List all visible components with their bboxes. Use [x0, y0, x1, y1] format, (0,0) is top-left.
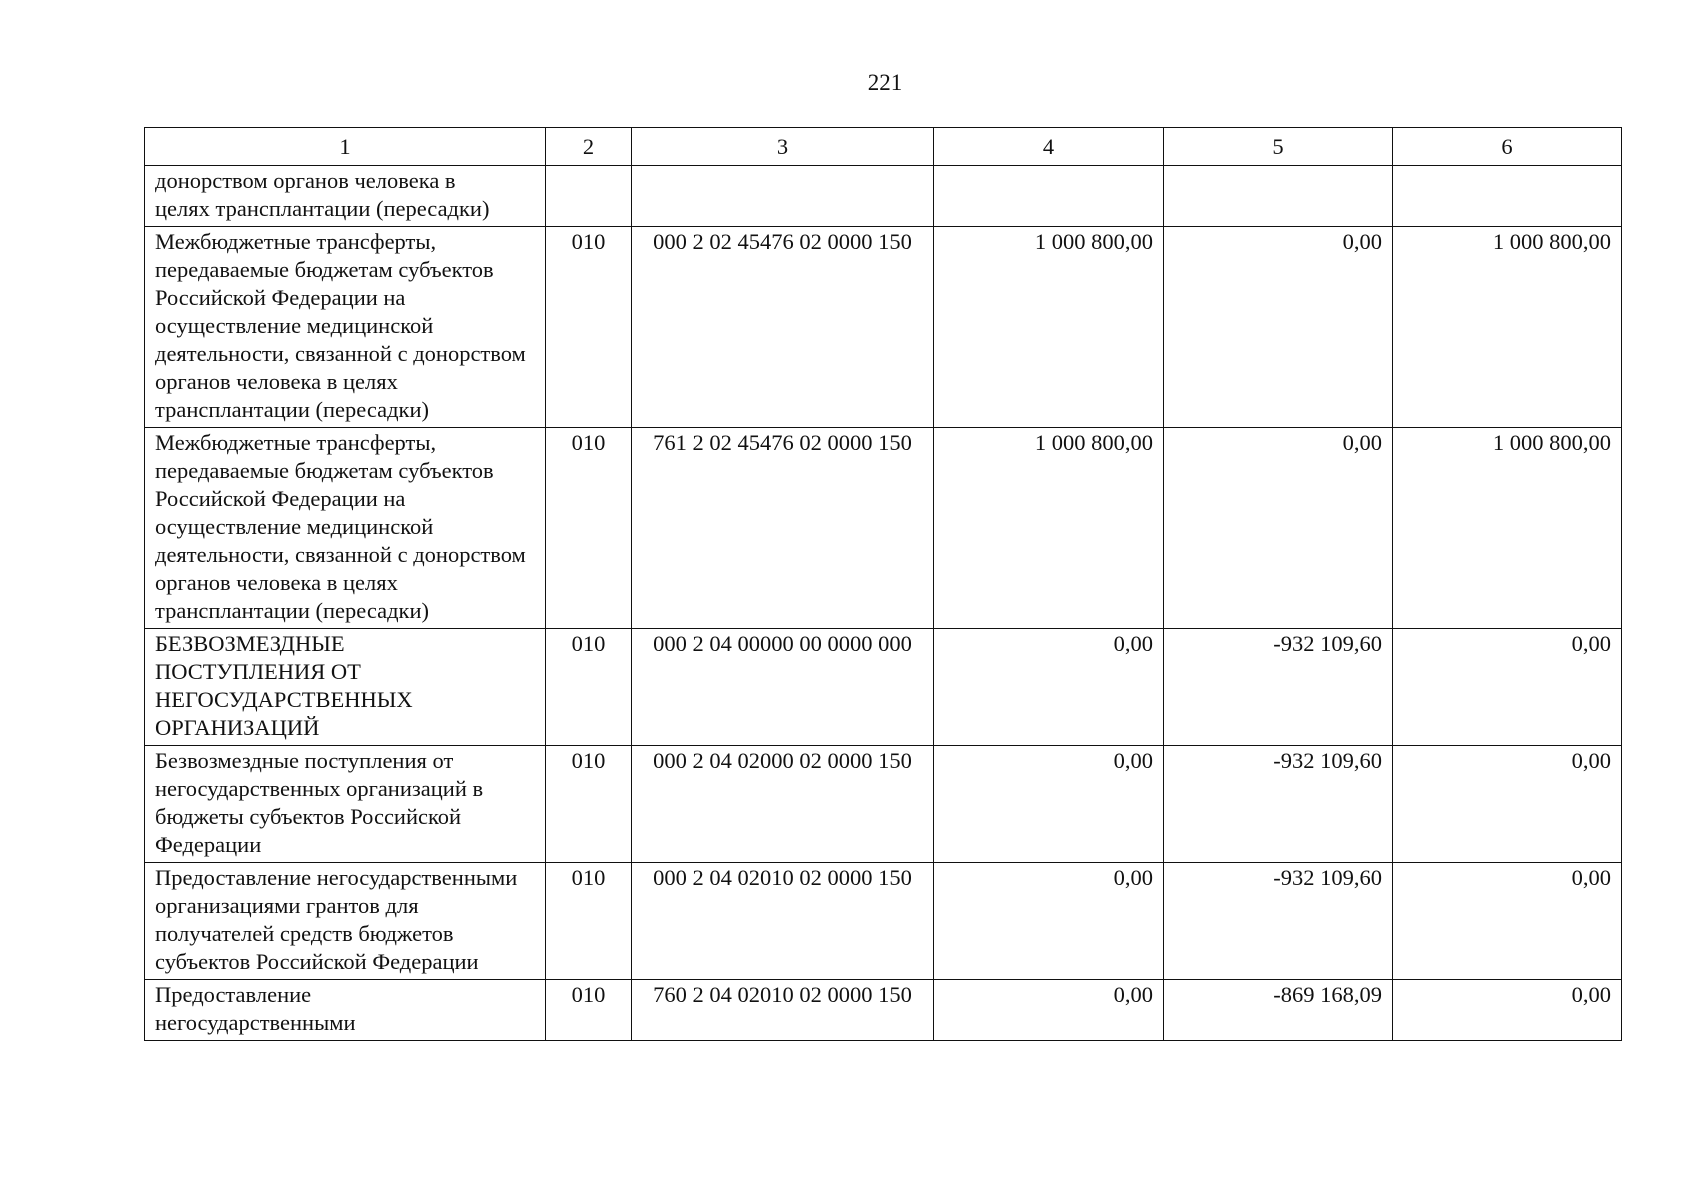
row-value-col4: 1 000 800,00 — [934, 428, 1164, 629]
row-value-col4: 0,00 — [934, 629, 1164, 746]
table-row — [145, 227, 1622, 428]
row-value-col6: 0,00 — [1393, 863, 1622, 980]
row-kbk: 761 2 02 45476 02 0000 150 — [632, 428, 934, 629]
row-kbk: 760 2 04 02010 02 0000 150 — [632, 980, 934, 1041]
header-cell-4: 4 — [934, 128, 1164, 166]
row-value-col4: 0,00 — [934, 980, 1164, 1041]
row-name: Безвозмездные поступления от негосударственных организаций в бюджеты субъектов Российской Федерации — [145, 746, 546, 863]
row-name: Межбюджетные трансферты, передаваемые бюджетам субъектов Российской Федерации на осуществление медицинской деятельности, связанной с донорством органов человека в целях трансплантации (пересадки) — [145, 227, 546, 428]
table-row — [145, 428, 1622, 629]
row-value-col4: 1 000 800,00 — [934, 227, 1164, 428]
row-value-col5: 0,00 — [1164, 428, 1393, 629]
row-kbk: 000 2 04 02000 02 0000 150 — [632, 746, 934, 863]
table-row — [145, 863, 1622, 980]
row-value-col6: 1 000 800,00 — [1393, 227, 1622, 428]
row-value-col5: 0,00 — [1164, 227, 1393, 428]
row-value-col5: -932 109,60 — [1164, 863, 1393, 980]
row-value-col6: 1 000 800,00 — [1393, 428, 1622, 629]
empty-cell — [546, 166, 632, 227]
row-value-col6: 0,00 — [1393, 746, 1622, 863]
row-name: Межбюджетные трансферты, передаваемые бюджетам субъектов Российской Федерации на осуществление медицинской деятельности, связанной с донорством органов человека в целях трансплантации (пересадки) — [145, 428, 546, 629]
table-row — [145, 629, 1622, 746]
empty-cell — [1393, 166, 1622, 227]
row-value-col4: 0,00 — [934, 863, 1164, 980]
row-name: Предоставление негосударственными — [145, 980, 546, 1041]
row-value-col6: 0,00 — [1393, 629, 1622, 746]
header-cell-6: 6 — [1393, 128, 1622, 166]
row-kbk: 000 2 02 45476 02 0000 150 — [632, 227, 934, 428]
header-cell-5: 5 — [1164, 128, 1393, 166]
row-code: 010 — [546, 629, 632, 746]
row-code: 010 — [546, 227, 632, 428]
row-value-col5: -869 168,09 — [1164, 980, 1393, 1041]
header-row — [145, 128, 1622, 166]
row-kbk: 000 2 04 02010 02 0000 150 — [632, 863, 934, 980]
page-number: 221 — [867, 70, 903, 95]
table-row — [145, 746, 1622, 863]
empty-cell — [632, 166, 934, 227]
row-kbk: 000 2 04 00000 00 0000 000 — [632, 629, 934, 746]
budget-table — [144, 127, 1622, 1041]
row-code: 010 — [546, 980, 632, 1041]
header-cell-2: 2 — [546, 128, 632, 166]
row-value-col5: -932 109,60 — [1164, 629, 1393, 746]
header-cell-1: 1 — [145, 128, 546, 166]
row-code: 010 — [546, 428, 632, 629]
row-name: Предоставление негосударственными организациями грантов для получателей средств бюджетов субъектов Российской Федерации — [145, 863, 546, 980]
row-value-col4: 0,00 — [934, 746, 1164, 863]
empty-cell — [1164, 166, 1393, 227]
table-row — [145, 980, 1622, 1041]
row-value-col5: -932 109,60 — [1164, 746, 1393, 863]
continuation-row — [145, 166, 1622, 227]
row-name: донорством органов человека в целях трансплантации (пересадки) — [145, 166, 546, 227]
row-value-col6: 0,00 — [1393, 980, 1622, 1041]
empty-cell — [934, 166, 1164, 227]
header-cell-3: 3 — [632, 128, 934, 166]
row-code: 010 — [546, 746, 632, 863]
row-code: 010 — [546, 863, 632, 980]
row-name: БЕЗВОЗМЕЗДНЫЕ ПОСТУПЛЕНИЯ ОТ НЕГОСУДАРСТВЕННЫХ ОРГАНИЗАЦИЙ — [145, 629, 546, 746]
